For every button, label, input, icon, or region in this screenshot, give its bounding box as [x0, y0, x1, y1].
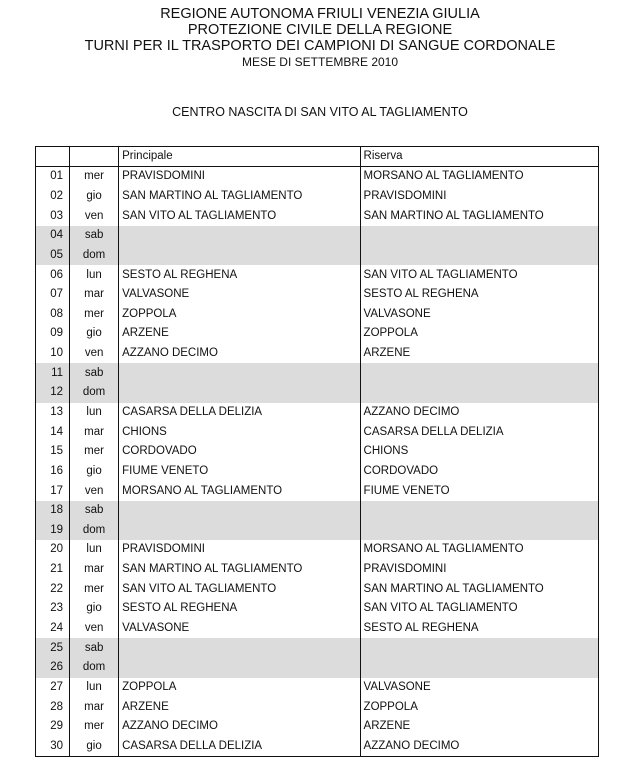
principale-cell: PRAVISDOMINI — [119, 167, 360, 187]
month-title: MESE DI SETTEMBRE 2010 — [241, 55, 399, 69]
day-number: 05 — [36, 246, 70, 266]
weekday: sab — [70, 363, 119, 383]
table-row-weekend — [36, 363, 599, 383]
principale-cell: SAN VITO AL TAGLIAMENTO — [119, 206, 360, 226]
riserva-cell: CORDOVADO — [360, 462, 598, 482]
principale-cell — [119, 246, 360, 266]
weekday: gio — [70, 599, 119, 619]
weekday: dom — [70, 521, 119, 541]
principale-cell: PRAVISDOMINI — [119, 540, 360, 560]
weekday: dom — [70, 246, 119, 266]
principale-cell: SESTO AL REGHENA — [119, 265, 360, 285]
principale-cell: CHIONS — [119, 422, 360, 442]
table-row — [36, 265, 599, 285]
principale-cell — [119, 658, 360, 678]
principale-cell: ZOPPOLA — [119, 304, 360, 324]
table-row-weekend — [36, 383, 599, 403]
day-number: 09 — [36, 324, 70, 344]
table-row — [36, 442, 599, 462]
weekday: gio — [70, 187, 119, 207]
table-row — [36, 167, 599, 187]
day-number: 15 — [36, 442, 70, 462]
day-number: 13 — [36, 403, 70, 423]
table-row — [36, 422, 599, 442]
weekday: mar — [70, 560, 119, 580]
table-row-weekend — [36, 246, 599, 266]
weekday: lun — [70, 540, 119, 560]
riserva-cell: SAN VITO AL TAGLIAMENTO — [360, 599, 598, 619]
riserva-cell: SAN MARTINO AL TAGLIAMENTO — [360, 206, 598, 226]
principale-cell — [119, 226, 360, 246]
weekday: mar — [70, 697, 119, 717]
table-row — [36, 285, 599, 305]
weekday: ven — [70, 619, 119, 639]
table-row — [36, 697, 599, 717]
riserva-cell: ZOPPOLA — [360, 324, 598, 344]
principale-cell: CORDOVADO — [119, 442, 360, 462]
day-number: 18 — [36, 501, 70, 521]
table-row-weekend — [36, 521, 599, 541]
principale-cell: CASARSA DELLA DELIZIA — [119, 737, 360, 757]
table-row — [36, 462, 599, 482]
weekday: sab — [70, 638, 119, 658]
day-number: 23 — [36, 599, 70, 619]
table-row — [36, 599, 599, 619]
weekday: ven — [70, 206, 119, 226]
day-number: 26 — [36, 658, 70, 678]
day-number: 08 — [36, 304, 70, 324]
table-row — [36, 737, 599, 757]
column-header-number — [36, 147, 70, 167]
riserva-cell: AZZANO DECIMO — [360, 737, 598, 757]
table-row-weekend — [36, 658, 599, 678]
principale-cell — [119, 638, 360, 658]
weekday: lun — [70, 265, 119, 285]
table-row — [36, 344, 599, 364]
weekday: lun — [70, 403, 119, 423]
riserva-cell: CHIONS — [360, 442, 598, 462]
weekday: mer — [70, 304, 119, 324]
day-number: 03 — [36, 206, 70, 226]
riserva-cell — [360, 501, 598, 521]
riserva-cell — [360, 638, 598, 658]
day-number: 07 — [36, 285, 70, 305]
table-row — [36, 678, 599, 698]
department-title: PROTEZIONE CIVILE DELLA REGIONE — [187, 22, 453, 38]
day-number: 10 — [36, 344, 70, 364]
table-row — [36, 403, 599, 423]
weekday: sab — [70, 226, 119, 246]
weekday: dom — [70, 658, 119, 678]
table-row — [36, 187, 599, 207]
weekday: gio — [70, 324, 119, 344]
riserva-cell: FIUME VENETO — [360, 481, 598, 501]
day-number: 02 — [36, 187, 70, 207]
table-row-weekend — [36, 638, 599, 658]
principale-cell: AZZANO DECIMO — [119, 717, 360, 737]
principale-cell: VALVASONE — [119, 285, 360, 305]
riserva-cell — [360, 383, 598, 403]
riserva-cell: AZZANO DECIMO — [360, 403, 598, 423]
riserva-cell: ARZENE — [360, 717, 598, 737]
weekday: mar — [70, 285, 119, 305]
day-number: 22 — [36, 579, 70, 599]
weekday: ven — [70, 481, 119, 501]
riserva-cell — [360, 363, 598, 383]
principale-cell: CASARSA DELLA DELIZIA — [119, 403, 360, 423]
principale-cell: MORSANO AL TAGLIAMENTO — [119, 481, 360, 501]
riserva-cell: VALVASONE — [360, 678, 598, 698]
day-number: 01 — [36, 167, 70, 187]
day-number: 29 — [36, 717, 70, 737]
day-number: 14 — [36, 422, 70, 442]
shift-table — [35, 146, 599, 757]
table-row — [36, 481, 599, 501]
riserva-cell — [360, 226, 598, 246]
riserva-cell: CASARSA DELLA DELIZIA — [360, 422, 598, 442]
day-number: 06 — [36, 265, 70, 285]
weekday: mer — [70, 167, 119, 187]
center-subtitle: CENTRO NASCITA DI SAN VITO AL TAGLIAMENTO — [172, 105, 468, 119]
day-number: 16 — [36, 462, 70, 482]
principale-cell: SAN VITO AL TAGLIAMENTO — [119, 579, 360, 599]
day-number: 19 — [36, 521, 70, 541]
riserva-cell: MORSANO AL TAGLIAMENTO — [360, 540, 598, 560]
table-row — [36, 619, 599, 639]
principale-cell: FIUME VENETO — [119, 462, 360, 482]
principale-cell: SAN MARTINO AL TAGLIAMENTO — [119, 560, 360, 580]
table-row — [36, 540, 599, 560]
table-row — [36, 206, 599, 226]
principale-cell: SESTO AL REGHENA — [119, 599, 360, 619]
riserva-cell: SESTO AL REGHENA — [360, 285, 598, 305]
column-header-principale: Principale — [119, 147, 360, 167]
riserva-cell — [360, 658, 598, 678]
day-number: 30 — [36, 737, 70, 757]
weekday: mar — [70, 422, 119, 442]
weekday: mer — [70, 442, 119, 462]
weekday: sab — [70, 501, 119, 521]
table-header-row — [36, 147, 599, 167]
principale-cell: ARZENE — [119, 697, 360, 717]
riserva-cell: ARZENE — [360, 344, 598, 364]
day-number: 11 — [36, 363, 70, 383]
table-row — [36, 717, 599, 737]
day-number: 27 — [36, 678, 70, 698]
principale-cell: ZOPPOLA — [119, 678, 360, 698]
weekday: gio — [70, 737, 119, 757]
weekday: lun — [70, 678, 119, 698]
document-title: TURNI PER IL TRASPORTO DEI CAMPIONI DI SANGUE CORDONALE — [84, 38, 556, 54]
table-row-weekend — [36, 501, 599, 521]
table-row — [36, 560, 599, 580]
principale-cell — [119, 363, 360, 383]
region-title: REGIONE AUTONOMA FRIULI VENEZIA GIULIA — [160, 6, 480, 22]
table-row-weekend — [36, 226, 599, 246]
day-number: 24 — [36, 619, 70, 639]
riserva-cell: MORSANO AL TAGLIAMENTO — [360, 167, 598, 187]
riserva-cell — [360, 521, 598, 541]
principale-cell — [119, 501, 360, 521]
riserva-cell: SAN MARTINO AL TAGLIAMENTO — [360, 579, 598, 599]
riserva-cell: PRAVISDOMINI — [360, 560, 598, 580]
weekday: gio — [70, 462, 119, 482]
day-number: 28 — [36, 697, 70, 717]
principale-cell — [119, 521, 360, 541]
riserva-cell: VALVASONE — [360, 304, 598, 324]
table-row — [36, 304, 599, 324]
riserva-cell — [360, 246, 598, 266]
day-number: 20 — [36, 540, 70, 560]
weekday: dom — [70, 383, 119, 403]
table-row — [36, 324, 599, 344]
day-number: 04 — [36, 226, 70, 246]
column-header-riserva: Riserva — [360, 147, 598, 167]
principale-cell: AZZANO DECIMO — [119, 344, 360, 364]
column-header-day — [70, 147, 119, 167]
riserva-cell: SAN VITO AL TAGLIAMENTO — [360, 265, 598, 285]
day-number: 17 — [36, 481, 70, 501]
weekday: mer — [70, 579, 119, 599]
riserva-cell: ZOPPOLA — [360, 697, 598, 717]
table-row — [36, 579, 599, 599]
principale-cell: VALVASONE — [119, 619, 360, 639]
principale-cell: ARZENE — [119, 324, 360, 344]
weekday: ven — [70, 344, 119, 364]
day-number: 25 — [36, 638, 70, 658]
riserva-cell: PRAVISDOMINI — [360, 187, 598, 207]
day-number: 12 — [36, 383, 70, 403]
weekday: mer — [70, 717, 119, 737]
day-number: 21 — [36, 560, 70, 580]
principale-cell: SAN MARTINO AL TAGLIAMENTO — [119, 187, 360, 207]
riserva-cell: SESTO AL REGHENA — [360, 619, 598, 639]
principale-cell — [119, 383, 360, 403]
